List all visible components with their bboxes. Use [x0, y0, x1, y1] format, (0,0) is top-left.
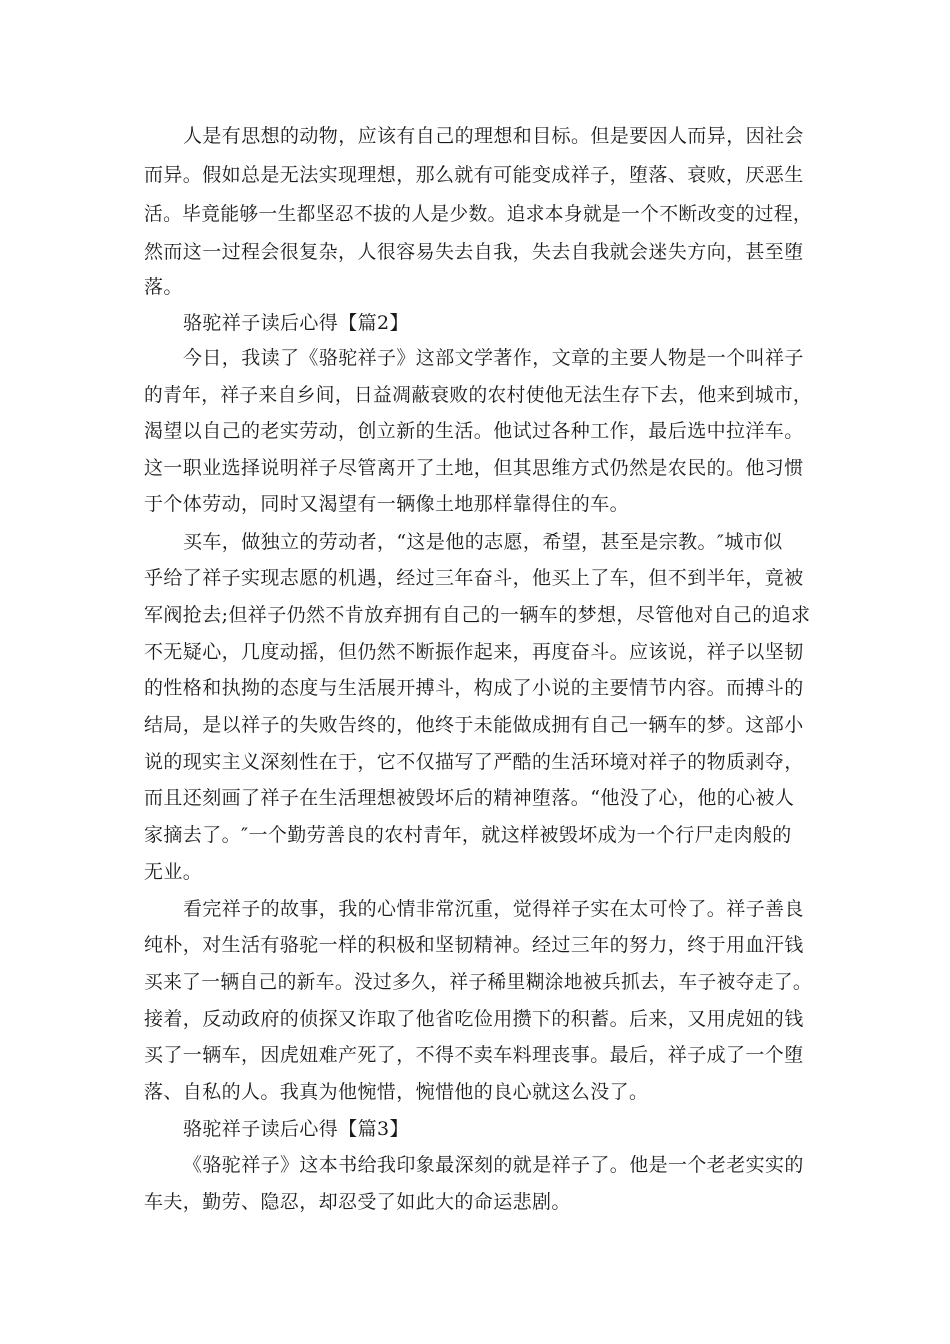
text-line: 买了一辆车，因虎妞难产死了，不得不卖车料理丧事。最后，祥子成了一个堕	[144, 1044, 804, 1066]
text-line: 乎给了祥子实现志愿的机遇，经过三年奋斗，他买上了车，但不到半年，竟被	[144, 567, 804, 589]
text-line: 于个体劳动，同时又渴望有一辆像土地那样靠得住的车。	[144, 493, 630, 515]
text-line: 《骆驼祥子》这本书给我印象最深刻的就是祥子了。他是一个老老实实的	[183, 1154, 804, 1176]
text-line: 车夫，勤劳、隐忍，却忍受了如此大的命运悲剧。	[144, 1191, 571, 1213]
text-line: 买来了一辆自己的新车。没过多久，祥子稀里糊涂地被兵抓去，车子被夺走了。	[144, 971, 813, 993]
text-line: 落。	[144, 276, 183, 298]
text-line: 而异。假如总是无法实现理想，那么就有可能变成祥子，堕落、衰败，厌恶生	[144, 164, 804, 186]
text-line: 说的现实主义深刻性在于，它不仅描写了严酷的生活环境对祥子的物质剥夺，	[144, 751, 804, 773]
text-line: 军阀抢去;但祥子仍然不肯放弃拥有自己的一辆车的梦想，尽管他对自己的追求	[144, 604, 811, 626]
text-line: 无业。	[144, 861, 203, 883]
text-line: 渴望以自己的老实劳动，创立新的生活。他试过各种工作，最后选中拉洋车。	[144, 420, 804, 442]
text-line: 不无疑心，几度动摇，但仍然不断振作起来，再度奋斗。应该说，祥子以坚韧	[144, 641, 804, 663]
section-heading: 骆驼祥子读后心得【篇2】	[183, 312, 409, 334]
text-line: 落、自私的人。我真为他惋惜，惋惜他的良心就这么没了。	[144, 1081, 649, 1103]
text-line: 结局，是以祥子的失败告终的，他终于未能做成拥有自己一辆车的梦。这部小	[144, 714, 804, 736]
text-line: 买车，做独立的劳动者，“这是他的志愿，希望，甚至是宗教。″城市似	[183, 531, 783, 553]
text-line: 活。毕竟能够一生都坚忍不拔的人是少数。追求本身就是一个不断改变的过程，	[144, 203, 813, 225]
text-line: 接着，反动政府的侦探又诈取了他省吃俭用攒下的积蓄。后来，又用虎妞的钱	[144, 1008, 804, 1030]
text-line: 看完祥子的故事，我的心情非常沉重，觉得祥子实在太可怜了。祥子善良	[183, 898, 804, 920]
text-line: 人是有思想的动物，应该有自己的理想和目标。但是要因人而异，因社会	[183, 125, 804, 147]
text-line: 的性格和执拗的态度与生活展开搏斗，构成了小说的主要情节内容。而搏斗的	[144, 677, 804, 699]
text-line: 家摘去了。″一个勤劳善良的农村青年，就这样被毁坏成为一个行尸走肉般的	[144, 824, 792, 846]
text-line: 而且还刻画了祥子在生活理想被毁坏后的精神堕落。“他没了心，他的心被人	[144, 787, 795, 809]
text-line: 这一职业选择说明祥子尽管离开了土地，但其思维方式仍然是农民的。他习惯	[144, 457, 804, 479]
text-line: 今日，我读了《骆驼祥子》这部文学著作，文章的主要人物是一个叫祥子	[183, 347, 804, 369]
text-line: 纯朴，对生活有骆驼一样的积极和坚韧精神。经过三年的努力，终于用血汗钱	[144, 934, 804, 956]
text-line: 然而这一过程会很复杂，人很容易失去自我，失去自我就会迷失方向，甚至堕	[144, 241, 804, 263]
section-heading: 骆驼祥子读后心得【篇3】	[183, 1118, 409, 1140]
text-line: 的青年，祥子来自乡间，日益凋蔽衰败的农村使他无法生存下去，他来到城市，	[144, 384, 813, 406]
